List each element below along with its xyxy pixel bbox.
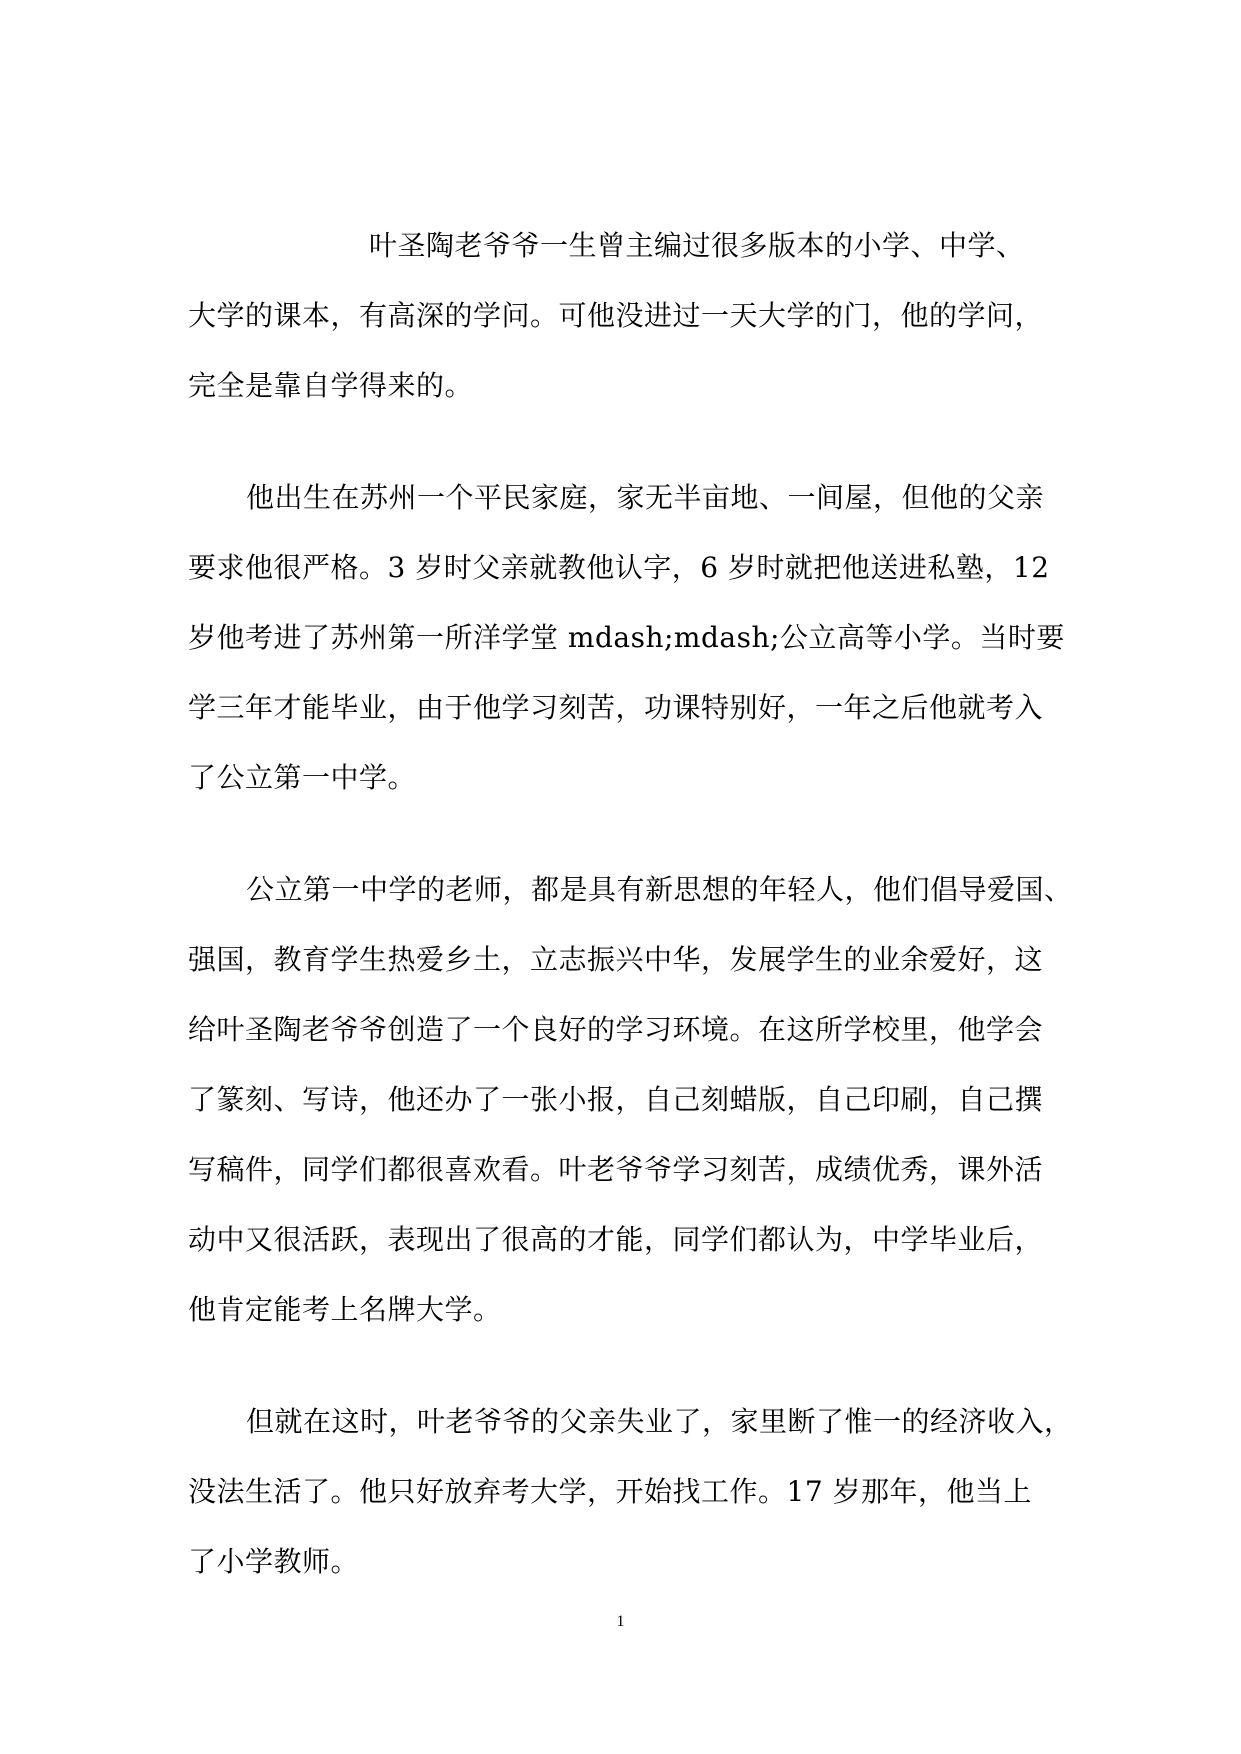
text-line: 叶圣陶老爷爷一生曾主编过很多版本的小学、中学、: [369, 229, 1025, 262]
text-line: 完全是靠自学得来的。: [188, 369, 474, 402]
page-number: 1: [616, 1613, 625, 1630]
text-line: 了小学教师。: [188, 1545, 360, 1578]
text-line: 强国，教育学生热爱乡土，立志振兴中华，发展学生的业余爱好，这: [188, 943, 1044, 976]
text-line: 公立第一中学的老师，都是具有新思想的年轻人，他们倡导爱国、: [246, 873, 1073, 906]
text-line: 他出生在苏州一个平民家庭，家无半亩地、一间屋，但他的父亲: [246, 481, 1045, 514]
text-line: 他肯定能考上名牌大学。: [188, 1293, 502, 1326]
text-line: 岁他考进了苏州第一所洋学堂 mdash;mdash;公立高等小学。当时要: [188, 621, 1065, 654]
text-line: 了公立第一中学。: [188, 761, 417, 794]
text-line: 但就在这时，叶老爷爷的父亲失业了，家里断了惟一的经济收入，: [246, 1405, 1073, 1438]
text-line: 给叶圣陶老爷爷创造了一个良好的学习环境。在这所学校里，他学会: [188, 1013, 1044, 1046]
text-line: 学三年才能毕业，由于他学习刻苦，功课特别好，一年之后他就考入: [188, 691, 1044, 724]
text-line: 大学的课本，有高深的学问。可他没进过一天大学的门，他的学问，: [188, 299, 1044, 332]
text-line: 要求他很严格。3 岁时父亲就教他认字，6 岁时就把他送进私塾，12: [188, 551, 1050, 584]
text-line: 动中又很活跃，表现出了很高的才能，同学们都认为，中学毕业后，: [188, 1223, 1044, 1256]
text-line: 了篆刻、写诗，他还办了一张小报，自己刻蜡版，自己印刷，自己撰: [188, 1083, 1044, 1116]
text-line: 没法生活了。他只好放弃考大学，开始找工作。17 岁那年，他当上: [188, 1475, 1033, 1508]
text-line: 写稿件，同学们都很喜欢看。叶老爷爷学习刻苦，成绩优秀，课外活: [188, 1153, 1044, 1186]
